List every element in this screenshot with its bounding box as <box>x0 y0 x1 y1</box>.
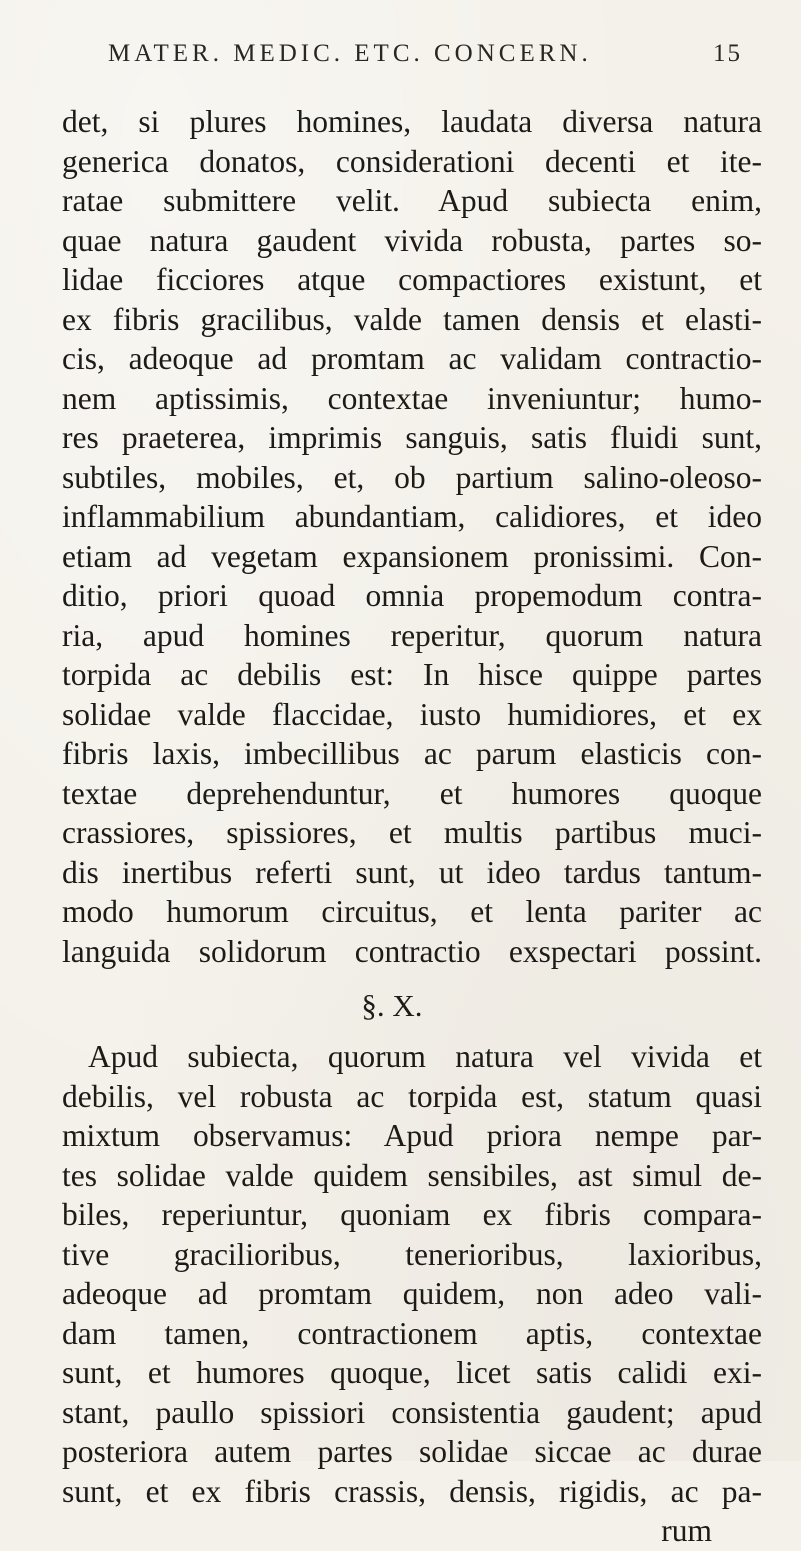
text-line: mixtum observamus: Apud priora nempe par- <box>62 1118 762 1153</box>
text-line: languida solidorum contractio exspectari possint. <box>62 933 762 969</box>
text-line: ex fibris gracilibus, valde tamen densis et elasti- <box>62 301 762 337</box>
running-head <box>108 40 748 80</box>
text-line: adeoque ad promtam quidem, non adeo vali- <box>62 1276 762 1311</box>
text-line: res praeterea, imprimis sanguis, satis fluidi sunt, <box>62 420 762 455</box>
text-line: inflammabilium abundantiam, calidiores, et ideo <box>62 499 762 534</box>
section-heading: §. X. <box>361 988 423 1023</box>
text-line: tes solidae valde quidem sensibiles, ast simul de- <box>62 1157 762 1193</box>
text-line: stant, paullo spissiori consistentia gaudent; apud <box>62 1394 762 1430</box>
text-line: fibris laxis, imbecillibus ac parum elasticis con- <box>62 736 762 771</box>
text-line: ditio, priori quoad omnia propemodum contra- <box>62 578 762 613</box>
text-line: nem aptissimis, contextae inveniuntur; humo- <box>62 380 762 416</box>
text-line: crassiores, spissiores, et multis partibus muci- <box>62 815 762 850</box>
body-text <box>62 102 762 1551</box>
page-number: 15 <box>713 40 742 67</box>
paragraph-1 <box>62 102 762 971</box>
text-line: sunt, et humores quoque, licet satis calidi exi- <box>62 1355 762 1390</box>
text-line: lidae ficciores atque compactiores existunt, et <box>62 262 762 297</box>
text-line: ria, apud homines reperitur, quorum natura <box>62 617 762 653</box>
text-line: Apud subiecta, quorum natura vel vivida et <box>88 1039 762 1074</box>
text-line: quae natura gaudent vivida robusta, partes so- <box>62 222 762 258</box>
text-line: modo humorum circuitus, et lenta pariter ac <box>62 894 762 929</box>
text-line: posteriora autem partes solidae siccae ac durae <box>62 1434 762 1469</box>
paragraph-2 <box>62 1037 762 1511</box>
text-line: torpida ac debilis est: In hisce quippe partes <box>62 657 762 692</box>
text-line: etiam ad vegetam expansionem pronissimi. Con- <box>62 538 762 574</box>
catchword: rum <box>661 1513 712 1548</box>
text-line: generica donatos, considerationi decenti et ite- <box>62 143 762 179</box>
text-line: textae deprehenduntur, et humores quoque <box>62 775 762 811</box>
text-line: det, si plures homines, laudata diversa natura <box>62 104 762 139</box>
text-line: dis inertibus referti sunt, ut ideo tardus tantum- <box>62 854 762 890</box>
text-line: sunt, et ex fibris crassis, densis, rigidis, ac pa- <box>62 1473 762 1509</box>
running-title: MATER. MEDIC. ETC. CONCERN. <box>108 40 592 67</box>
text-line: tive gracilioribus, tenerioribus, laxioribus, <box>62 1236 762 1272</box>
text-line: solidae valde flaccidae, iusto humidiores, et ex <box>62 696 762 732</box>
text-line: debilis, vel robusta ac torpida est, statum quasi <box>62 1078 762 1114</box>
text-line: ratae submittere velit. Apud subiecta enim, <box>62 183 762 218</box>
text-line: subtiles, mobiles, et, ob partium salino-oleoso- <box>62 459 762 495</box>
text-line: biles, reperiuntur, quoniam ex fibris compara- <box>62 1197 762 1232</box>
text-line: cis, adeoque ad promtam ac validam contractio- <box>62 341 762 376</box>
text-line: dam tamen, contractionem aptis, contextae <box>62 1315 762 1351</box>
